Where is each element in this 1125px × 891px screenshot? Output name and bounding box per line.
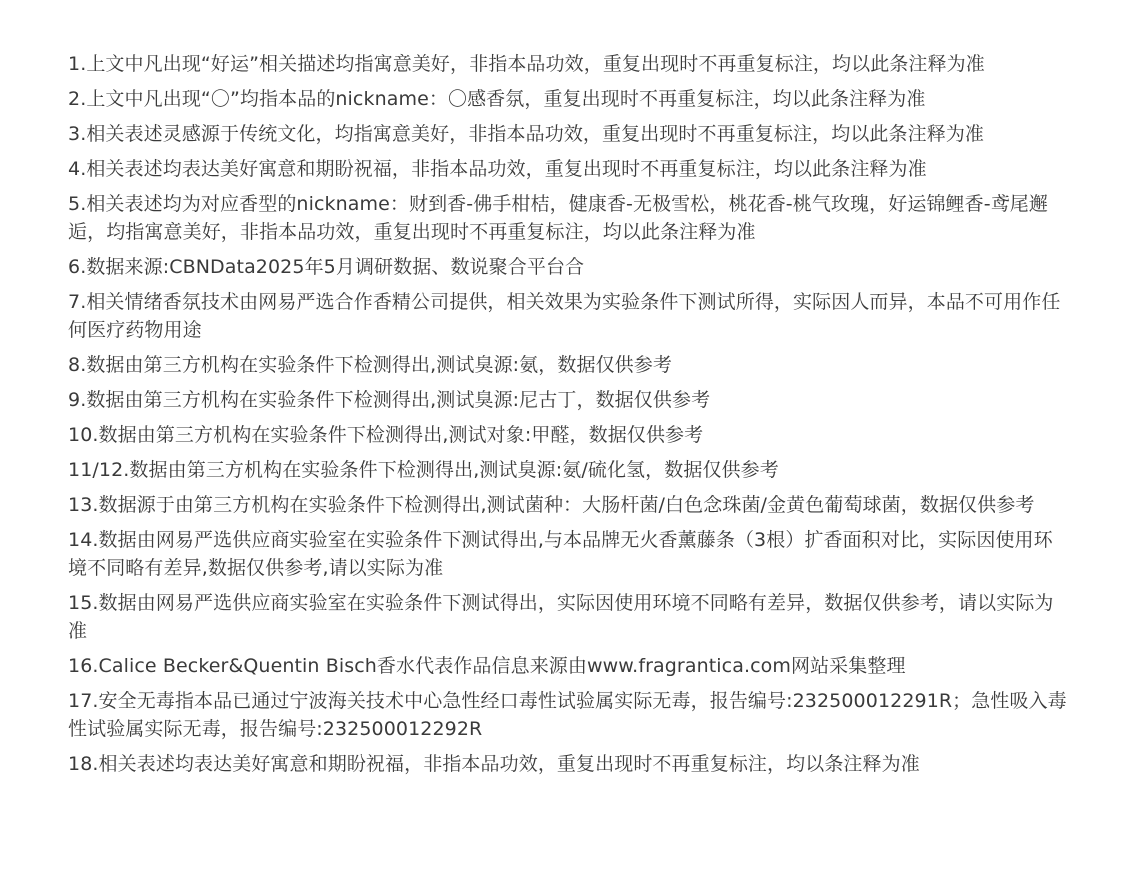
footnote-17: 17.安全无毒指本品已通过宁波海关技术中心急性经口毒性试验属实际无毒，报告编号:232500012291R；急性吸入毒性试验属实际无毒，报告编号:232500012292R [68, 690, 1067, 740]
footnote-14: 14.数据由网易严选供应商实验室在实验条件下测试得出,与本品牌无火香薰藤条（3根）扩香面积对比，实际因使用环境不同略有差异,数据仅供参考,请以实际为准 [68, 529, 1053, 579]
footnote-15: 15.数据由网易严选供应商实验室在实验条件下测试得出，实际因使用环境不同略有差异，数据仅供参考，请以实际为准 [68, 592, 1054, 642]
footnote-3: 3.相关表述灵感源于传统文化，均指寓意美好，非指本品功效，重复出现时不再重复标注，均以此条注释为准 [68, 123, 985, 145]
footnote-16: 16.Calice Becker&Quentin Bisch香水代表作品信息来源由www.fragrantica.com网站采集整理 [68, 655, 906, 677]
footnote-18: 18.相关表述均表达美好寓意和期盼祝福，非指本品功效，重复出现时不再重复标注，均以条注释为准 [68, 753, 920, 775]
footnote-7: 7.相关情绪香氛技术由网易严选合作香精公司提供，相关效果为实验条件下测试所得，实际因人而异，本品不可用作任何医疗药物用途 [68, 291, 1061, 341]
footnote-2: 2.上文中凡出现“〇”均指本品的nickname：〇感香氛，重复出现时不再重复标注，均以此条注释为准 [68, 88, 926, 110]
footnote-9: 9.数据由第三方机构在实验条件下检测得出,测试臭源:尼古丁，数据仅供参考 [68, 389, 711, 411]
footnote-4: 4.相关表述均表达美好寓意和期盼祝福，非指本品功效，重复出现时不再重复标注，均以此条注释为准 [68, 158, 927, 180]
footnote-1: 1.上文中凡出现“好运”相关描述均指寓意美好，非指本品功效，重复出现时不再重复标注，均以此条注释为准 [68, 53, 985, 75]
footnote-6: 6.数据来源:CBNData2025年5月调研数据、数说聚合平台合 [68, 256, 585, 278]
footnote-13: 13.数据源于由第三方机构在实验条件下检测得出,测试菌种：大肠杆菌/白色念珠菌/金黄色葡萄球菌，数据仅供参考 [68, 494, 1035, 516]
footnote-10: 10.数据由第三方机构在实验条件下检测得出,测试对象:甲醛，数据仅供参考 [68, 424, 704, 446]
footnote-11-12: 11/12.数据由第三方机构在实验条件下检测得出,测试臭源:氨/硫化氢，数据仅供参考 [68, 459, 779, 481]
footnote-5: 5.相关表述均为对应香型的nickname：财到香-佛手柑桔，健康香-无极雪松，桃花香-桃气玫瑰，好运锦鲤香-鸢尾邂逅，均指寓意美好，非指本品功效，重复出现时不再重复标注，均以此条注释为准 [68, 193, 1049, 243]
footnote-8: 8.数据由第三方机构在实验条件下检测得出,测试臭源:氨，数据仅供参考 [68, 354, 672, 376]
footnotes-list [68, 50, 1068, 785]
